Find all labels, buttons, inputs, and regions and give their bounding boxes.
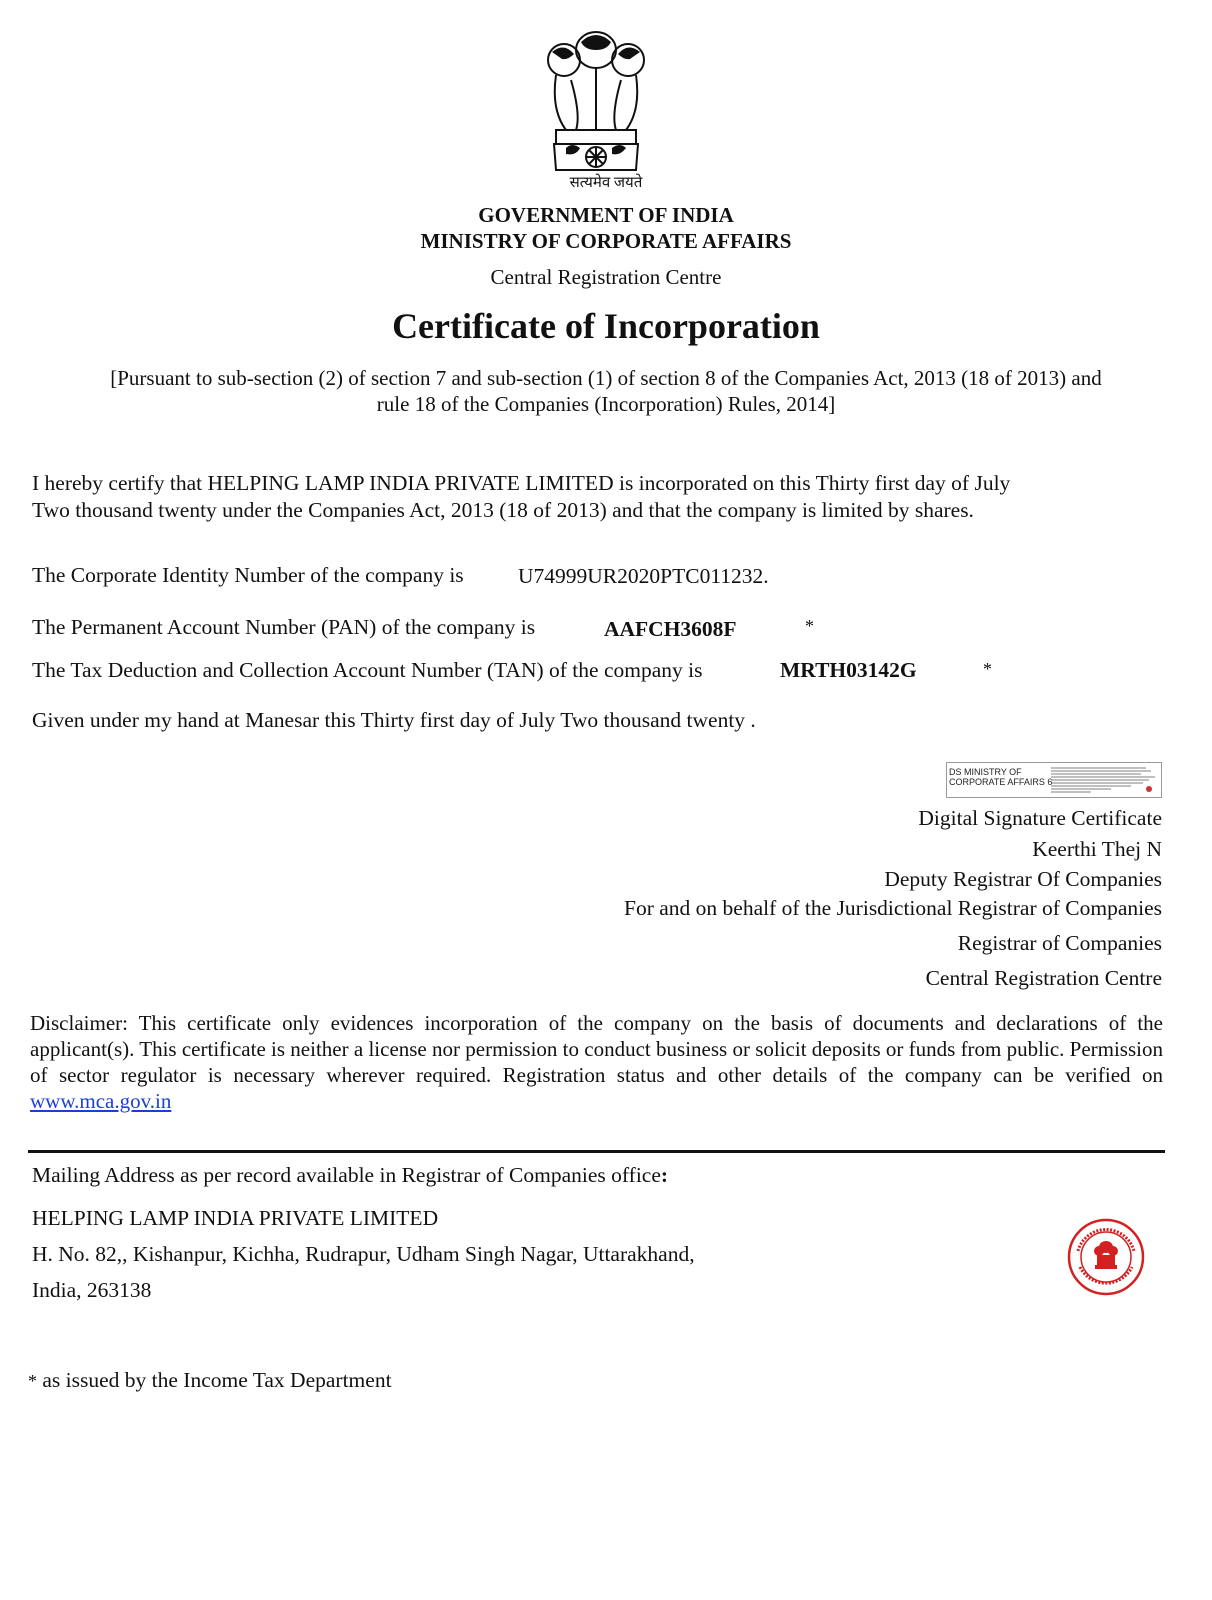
mailing-address-line-1: H. No. 82,, Kishanpur, Kichha, Rudrapur, Udham Singh Nagar, Uttarakhand,	[32, 1242, 695, 1266]
signature-stamp-line-2: CORPORATE AFFAIRS 6	[949, 777, 1053, 787]
pan-label: The Permanent Account Number (PAN) of the company is	[32, 615, 536, 639]
government-heading	[0, 202, 1212, 254]
mca-website-link[interactable]: www.mca.gov.in	[30, 1089, 172, 1113]
signature-stamp-label	[949, 767, 1052, 787]
emblem-motto: सत्यमेव जयते	[569, 175, 643, 191]
government-name: GOVERNMENT OF INDIA	[478, 203, 734, 227]
pursuant-clause	[30, 365, 1182, 417]
disclaimer-text: Disclaimer: This certificate only evidences incorporation of the company on the basis of documents and declarations of the applicant(s). This certificate is neither a license nor permission to conduct business or solicit deposits or funds from public. Permission of sector regulator is necessary wherever required. Registration status and other details of the company can be verified on	[30, 1011, 1163, 1087]
pursuant-line-1: [Pursuant to sub-section (2) of section 7 and sub-section (1) of section 8 of the Companies Act, 2013 (18 of 2013) and	[110, 366, 1102, 390]
mailing-address-line-2: India, 263138	[32, 1278, 152, 1302]
given-under-hand: Given under my hand at Manesar this Thirty first day of July Two thousand twenty .	[32, 708, 756, 732]
signatory-centre: Central Registration Centre	[925, 966, 1162, 990]
section-divider	[28, 1150, 1165, 1153]
signatory-dsc: Digital Signature Certificate	[918, 806, 1162, 830]
national-emblem-icon	[536, 20, 656, 185]
pan-value: AAFCH3608F	[604, 617, 737, 641]
mailing-heading-text: Mailing Address as per record available in Registrar of Companies office	[32, 1163, 661, 1187]
page-title: Certificate of Incorporation	[392, 306, 820, 346]
tan-value: MRTH03142G	[780, 658, 917, 682]
signatory-registrar: Registrar of Companies	[957, 931, 1162, 955]
cin-value: U74999UR2020PTC011232.	[518, 564, 769, 588]
tan-footnote-mark: *	[983, 659, 992, 679]
digital-signature-stamp	[946, 762, 1162, 798]
certify-line-2: Two thousand twenty under the Companies Act, 2013 (18 of 2013) and that the company is limited by shares.	[32, 498, 974, 522]
footnote-text: as issued by the Income Tax Department	[42, 1368, 392, 1392]
footnote	[28, 1368, 392, 1393]
signatory-name: Keerthi Thej N	[1032, 837, 1162, 861]
footnote-mark: *	[28, 1371, 37, 1391]
certify-statement	[32, 470, 1010, 524]
pan-footnote-mark: *	[805, 616, 814, 636]
signature-stamp-line-1: DS MINISTRY OF	[949, 767, 1022, 777]
signatory-behalf: For and on behalf of the Jurisdictional Registrar of Companies	[624, 896, 1162, 920]
certify-line-1: I hereby certify that HELPING LAMP INDIA PRIVATE LIMITED is incorporated on this Thirty first day of July	[32, 471, 1011, 495]
mailing-heading-colon: :	[660, 1163, 669, 1187]
mailing-heading	[32, 1163, 668, 1188]
signatory-designation: Deputy Registrar Of Companies	[884, 867, 1162, 891]
signature-fine-print-icon	[1051, 765, 1157, 795]
pursuant-line-2: rule 18 of the Companies (Incorporation) Rules, 2014]	[376, 392, 836, 416]
mailing-company-name: HELPING LAMP INDIA PRIVATE LIMITED	[32, 1206, 439, 1230]
tan-label: The Tax Deduction and Collection Account Number (TAN) of the company is	[32, 658, 703, 682]
registrar-seal-icon	[1066, 1217, 1146, 1297]
cin-label: The Corporate Identity Number of the company is	[32, 563, 464, 587]
registration-centre: Central Registration Centre	[490, 265, 722, 289]
disclaimer	[30, 1010, 1163, 1114]
ministry-name: MINISTRY OF CORPORATE AFFAIRS	[420, 229, 792, 253]
